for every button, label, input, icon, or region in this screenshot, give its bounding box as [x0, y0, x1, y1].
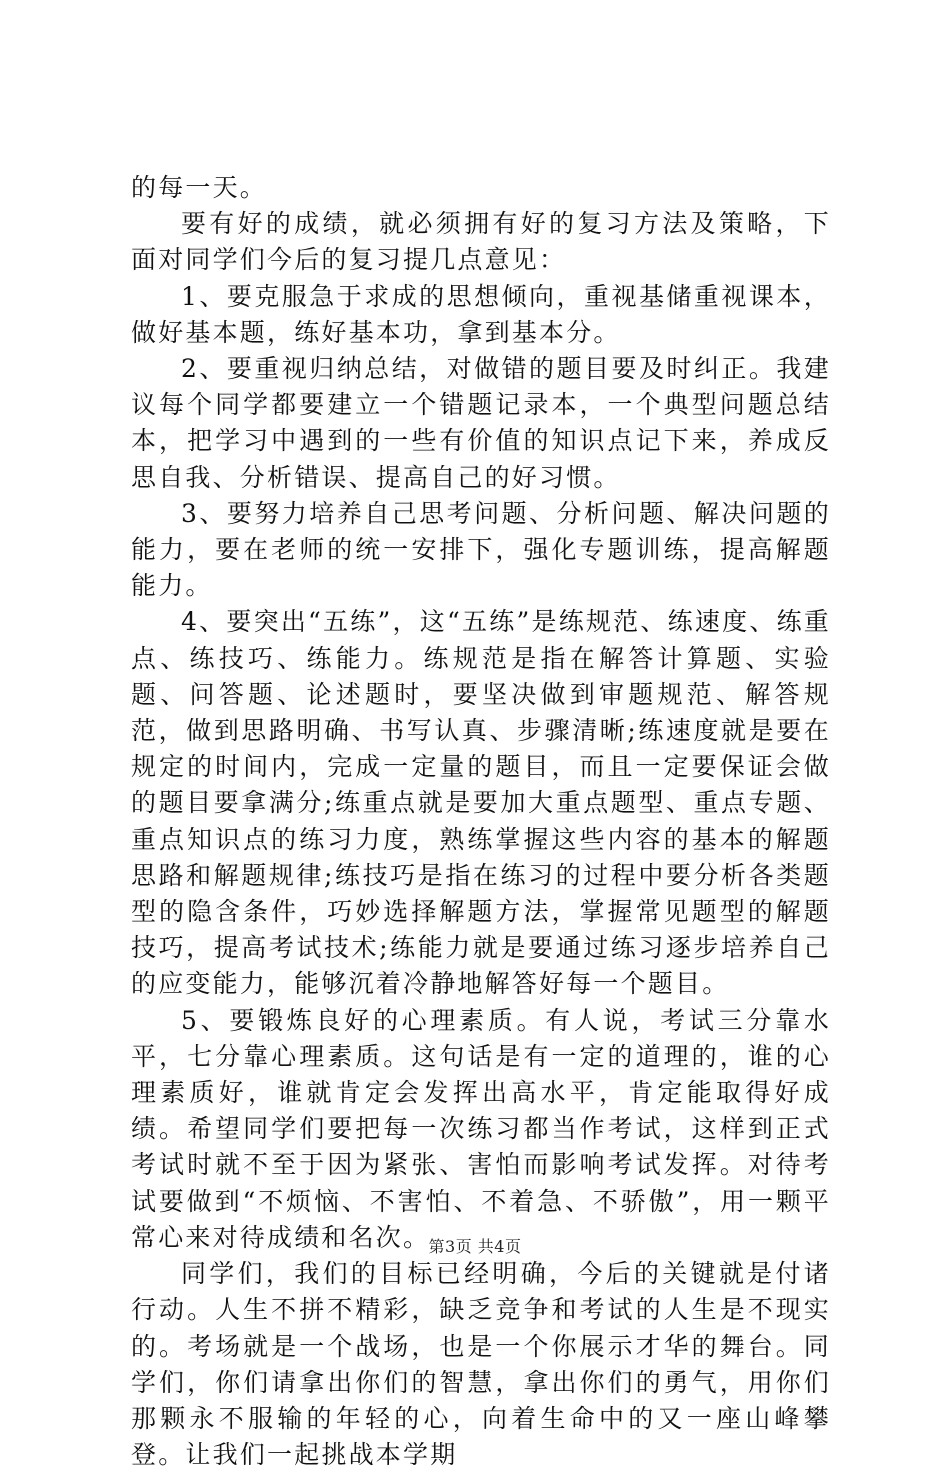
paragraph-point-3: 3、要努力培养自己思考问题、分析问题、解决问题的能力，要在老师的统一安排下，强化专题训练，提高解题能力。 [131, 498, 831, 601]
paragraph-point-4: 4、要突出“五练”，这“五练”是练规范、练速度、练重点、练技巧、练能力。练规范是指在解答计算题、实验题、问答题、论述题时，要坚决做到审题规范、解答规范，做到思路明确、书写认真、步骤清晰;练速度就是要在规定的时间内，完成一定量的题目，而且一定要保证会做的题目要拿满分;练重点就是要加大重点题型、重点专题、重点知识点的练习力度，熟练掌握这些内容的基本的解题思路和解题规律;练技巧是指在练习的过程中要分析各类题型的隐含条件，巧妙选择解题方法，掌握常见题型的解题技巧，提高考试技术;练能力就是要通过练习逐步培养自己的应变能力，能够沉着冷静地解答好每一个题目。 [131, 607, 831, 999]
paragraph-point-5: 5、要锻炼良好的心理素质。有人说，考试三分靠水平，七分靠心理素质。这句话是有一定的道理的，谁的心理素质好，谁就肯定会发挥出高水平，肯定能取得好成绩。希望同学们要把每一次练习都当作考试，这样到正式考试时就不至于因为紧张、害怕而影响考试发挥。对待考试要做到“不烦恼、不害怕、不着急、不骄傲”，用一颗平常心来对待成绩和名次。 [131, 1005, 831, 1252]
paragraph-intro: 要有好的成绩，就必须拥有好的复习方法及策略，下面对同学们今后的复习提几点意见： [131, 209, 831, 275]
paragraph-point-1: 1、要克服急于求成的思想倾向，重视基储重视课本，做好基本题，练好基本功，拿到基本分。 [131, 281, 831, 347]
paragraph-continuation: 的每一天。 [131, 173, 268, 202]
page-footer: 第3页 共4页 [428, 1237, 522, 1256]
paragraph-closing: 同学们，我们的目标已经明确，今后的关键就是付诸行动。人生不拼不精彩，缺乏竞争和考试的人生是不现实的。考场就是一个战场，也是一个你展示才华的舞台。同学们，你们请拿出你们的智慧，拿出你们的勇气，用你们那颗永不服输的年轻的心，向着生命中的又一座山峰攀登。让我们一起挑战本学期 [131, 1259, 831, 1470]
document-body [131, 170, 831, 1473]
paragraph-point-2: 2、要重视归纳总结，对做错的题目要及时纠正。我建议每个同学都要建立一个错题记录本，一个典型问题总结本，把学习中遇到的一些有价值的知识点记下来，养成反思自我、分析错误、提高自己的好习惯。 [131, 354, 831, 492]
